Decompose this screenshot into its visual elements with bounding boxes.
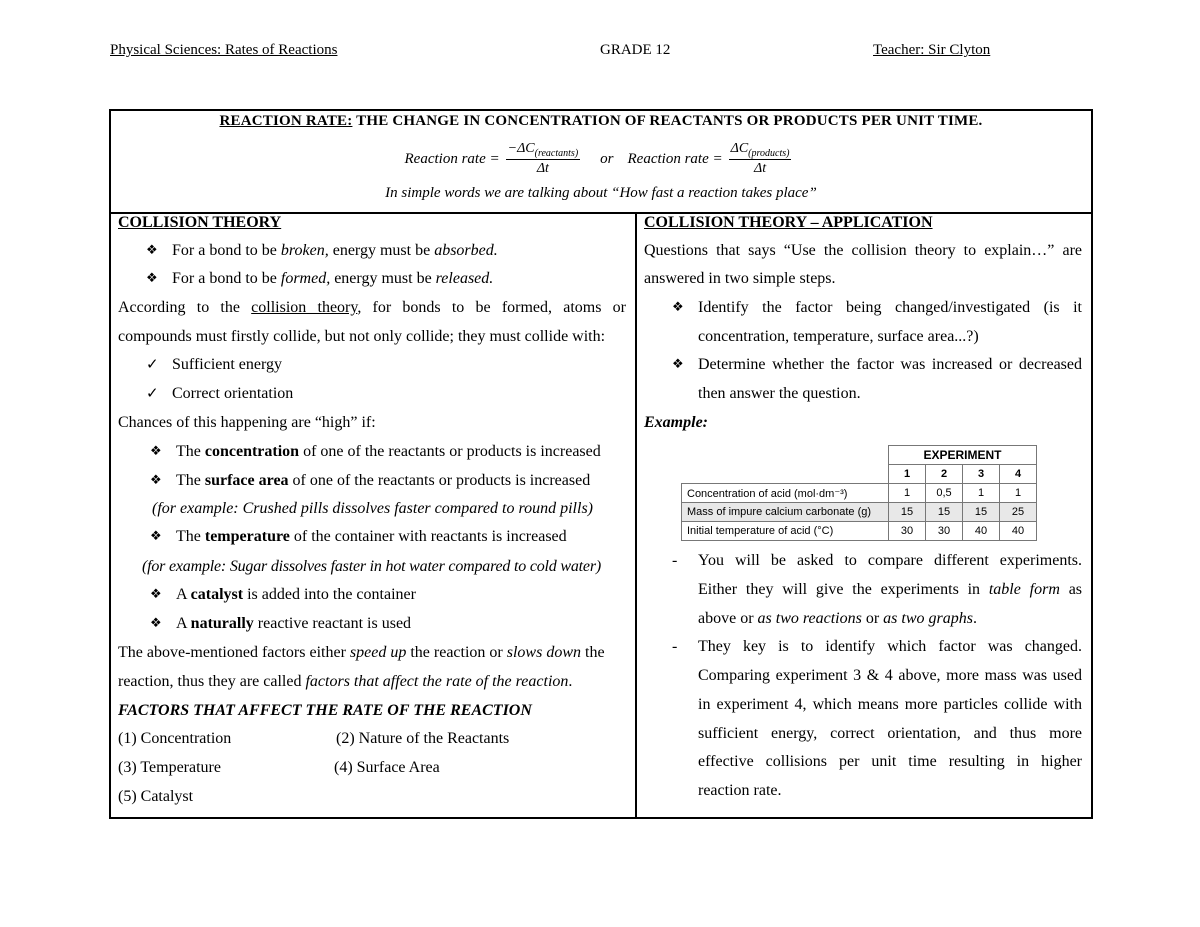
column-header: 2: [926, 465, 963, 484]
column-divider: [635, 212, 637, 817]
definition-term: REACTION RATE:: [219, 113, 353, 129]
correct-orientation-item: Correct orientation: [172, 385, 294, 402]
diamond-bullet-icon: ❖: [672, 299, 684, 314]
definition-title: [111, 113, 1091, 130]
or-word: or: [600, 150, 614, 167]
subject-title: Physical Sciences: Rates of Reactions: [110, 42, 338, 58]
factor-surface-area-item: The surface area of one of the reactants or products is increased: [176, 472, 591, 489]
diamond-bullet-icon: ❖: [150, 472, 162, 487]
table-cell: 15: [926, 503, 963, 522]
subscript-reactants: (reactants): [534, 147, 579, 159]
diamond-bullet-icon: ❖: [150, 443, 162, 458]
diamond-bullet-icon: ❖: [146, 242, 158, 257]
surface-area-example: (for example: Crushed pills dissolves faster compared to round pills): [152, 500, 593, 517]
diamond-bullet-icon: ❖: [150, 528, 162, 543]
factor-list-5: (5) Catalyst: [118, 788, 194, 805]
row-label: Mass of impure calcium carbonate (g): [682, 503, 889, 522]
step1-line1: Identify the factor being changed/investigated (is it: [698, 299, 1082, 316]
denominator-products: Δt: [753, 161, 767, 177]
table-cell: 0,5: [926, 484, 963, 503]
simple-words-note: In simple words we are talking about “How fast a reaction takes place”: [385, 185, 817, 201]
intro-line1: Questions that says “Use the collision theory to explain…” are: [644, 242, 1082, 259]
key-line4: sufficient energy, correct orientation, and thus more: [698, 725, 1082, 742]
subscript-products: (products): [748, 147, 790, 159]
sufficient-energy-item: Sufficient energy: [172, 356, 283, 373]
check-icon: ✓: [146, 357, 159, 373]
table-cell: 25: [1000, 503, 1037, 522]
column-header: 3: [963, 465, 1000, 484]
step1-line2: concentration, temperature, surface area...?): [698, 328, 979, 345]
table-cell: 1: [889, 484, 926, 503]
diamond-bullet-icon: ❖: [146, 270, 158, 285]
factor-list-1: (1) Concentration: [118, 730, 232, 747]
temperature-example: (for example: Sugar dissolves faster in hot water compared to cold water): [142, 558, 601, 575]
table-cell: 40: [963, 522, 1000, 541]
intro-line2: answered in two simple steps.: [644, 270, 836, 287]
column-header: 4: [1000, 465, 1037, 484]
factor-list-2: (2) Nature of the Reactants: [336, 730, 510, 747]
factor-nature-item: A naturally reactive reactant is used: [176, 615, 412, 632]
table-row: [682, 522, 1037, 541]
factor-list-3: (3) Temperature: [118, 759, 221, 776]
diamond-bullet-icon: ❖: [150, 586, 162, 601]
dash-bullet: -: [672, 638, 678, 655]
table-cell: 1: [963, 484, 1000, 503]
table-cell: 15: [963, 503, 1000, 522]
numerator-products: ΔC: [730, 140, 749, 156]
column-header: 1: [889, 465, 926, 484]
table-cell: 15: [889, 503, 926, 522]
step2-line1: Determine whether the factor was increased or decreased: [698, 356, 1082, 373]
factor-concentration-item: The concentration of one of the reactants or products is increased: [176, 443, 601, 460]
compare-line3: above or as two reactions or as two graphs.: [698, 610, 977, 627]
bond-broken-item: For a bond to be broken, energy must be absorbed.: [172, 242, 498, 259]
definition-text: THE CHANGE IN CONCENTRATION OF REACTANTS OR PRODUCTS PER UNIT TIME.: [352, 113, 983, 129]
fraction-reactants: [506, 141, 581, 178]
compare-line1: You will be asked to compare different experiments.: [698, 552, 1082, 569]
fraction-products: [729, 141, 792, 178]
grade-label: GRADE 12: [600, 42, 671, 58]
table-cell: 1: [1000, 484, 1037, 503]
experiment-table: [681, 445, 1037, 541]
above-mentioned-paragraph: The above-mentioned factors either speed up the reaction or slows down the: [118, 644, 605, 661]
definition-cell: [111, 111, 1091, 214]
key-line3: in experiment 4, which means more particles collide with: [698, 696, 1082, 713]
factor-temperature-item: The temperature of the container with reactants is increased: [176, 528, 567, 545]
compare-line2: Either they will give the experiments in table form as: [698, 581, 1083, 598]
step2-line2: then answer the question.: [698, 385, 861, 402]
diamond-bullet-icon: ❖: [150, 615, 162, 630]
factor-list-4: (4) Surface Area: [334, 759, 440, 776]
according-paragraph: According to the collision theory, for bonds to be formed, atoms or: [118, 299, 627, 316]
teacher-label: Teacher: Sir Clyton: [873, 42, 991, 58]
key-line2: Comparing experiment 3 & 4 above, more mass was used: [698, 667, 1082, 684]
denominator-reactants: Δt: [536, 161, 549, 177]
application-heading: COLLISION THEORY – APPLICATION: [644, 214, 933, 231]
reaction-rate-formula: [111, 139, 1091, 179]
key-line6: reaction rate.: [698, 782, 782, 799]
numerator-reactants: −ΔC: [507, 140, 535, 156]
key-line5: effective collisions per unit time resulting in higher: [698, 753, 1082, 770]
experiment-title-cell: EXPERIMENT: [889, 446, 1037, 465]
key-line1: They key is to identify which factor was changed.: [698, 638, 1082, 655]
bond-formed-item: For a bond to be formed, energy must be released.: [172, 270, 494, 287]
table-row: [682, 503, 1037, 522]
chances-text: Chances of this happening are “high” if:: [118, 414, 376, 431]
dash-bullet: -: [672, 552, 678, 569]
table-cell: 30: [926, 522, 963, 541]
collision-theory-heading: COLLISION THEORY: [118, 214, 282, 231]
diamond-bullet-icon: ❖: [672, 356, 684, 371]
check-icon: ✓: [146, 386, 159, 402]
table-cell: 30: [889, 522, 926, 541]
row-label: Initial temperature of acid (°C): [682, 522, 889, 541]
row-label: Concentration of acid (mol·dm⁻³): [682, 484, 889, 503]
formula-label-products: Reaction rate =: [627, 150, 723, 167]
table-cell: 40: [1000, 522, 1037, 541]
table-row: [682, 484, 1037, 503]
example-label: Example:: [644, 414, 708, 431]
above-mentioned-paragraph-line2: reaction, thus they are called factors that affect the rate of the reaction.: [118, 673, 573, 690]
factors-heading: FACTORS THAT AFFECT THE RATE OF THE REACTION: [118, 702, 532, 719]
according-paragraph-line2: compounds must firstly collide, but not only collide; they must collide with:: [118, 328, 606, 345]
formula-label-reactants: Reaction rate =: [404, 150, 500, 167]
factor-catalyst-item: A catalyst is added into the container: [176, 586, 416, 603]
